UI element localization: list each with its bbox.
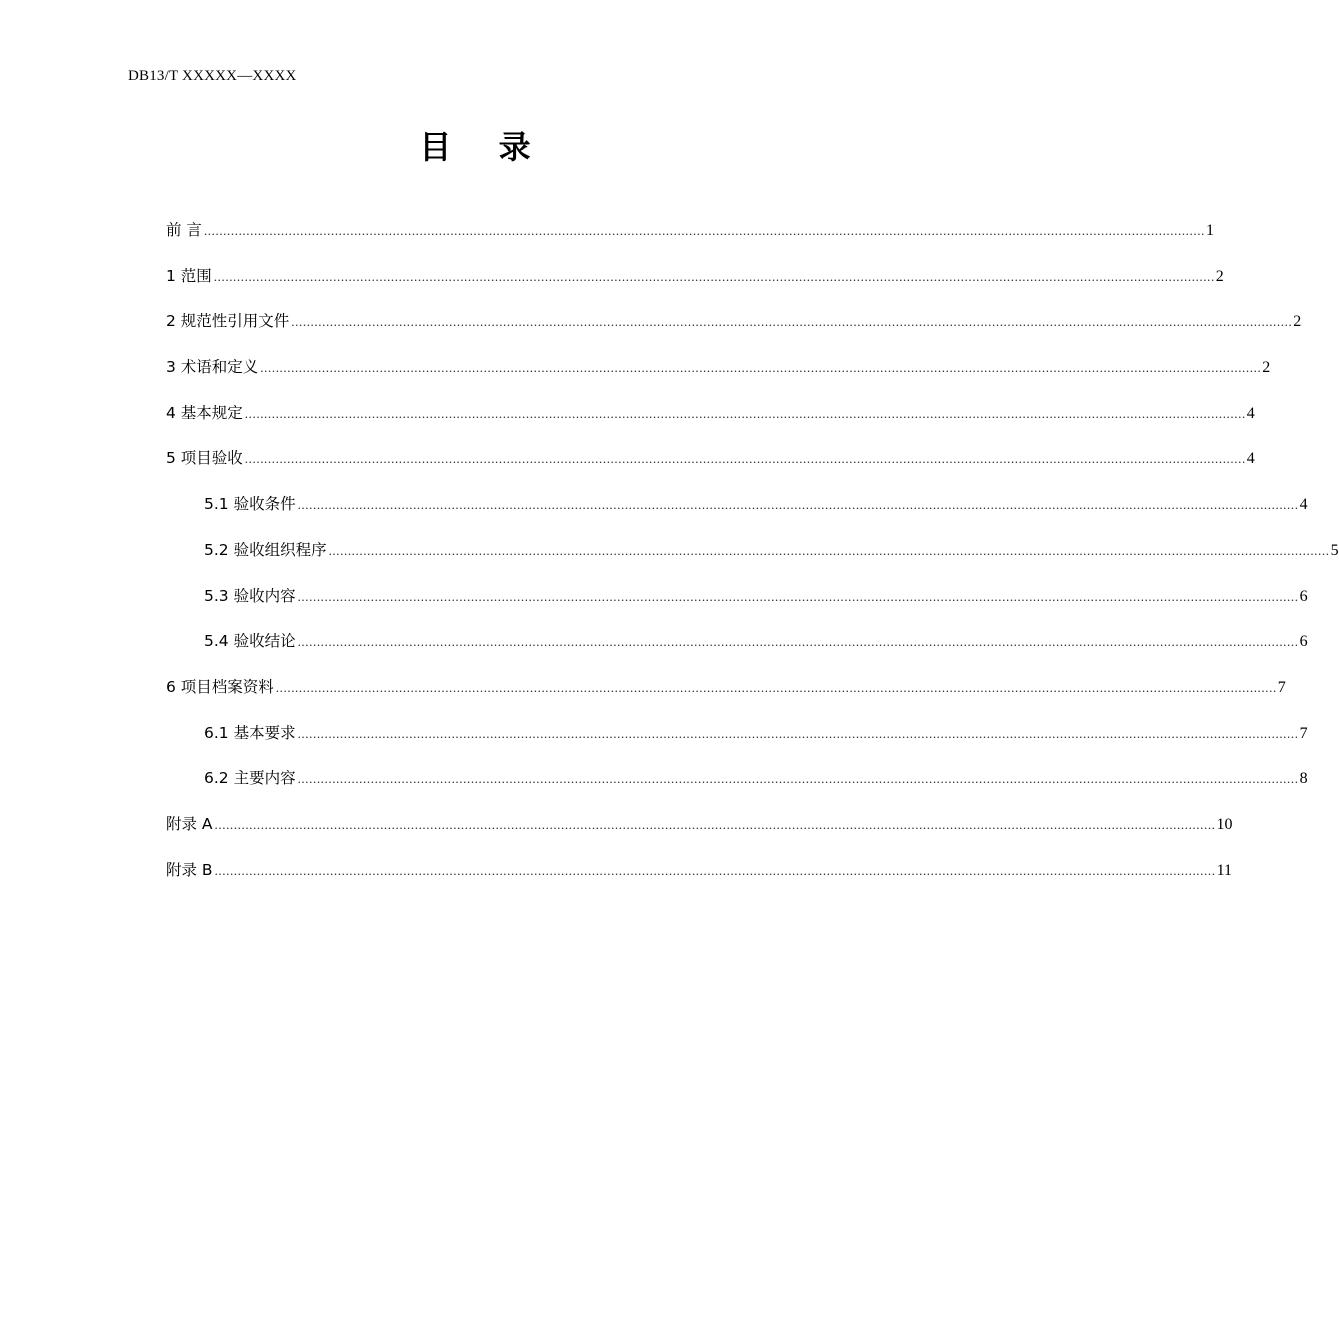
toc-entry-page: 6 xyxy=(1299,633,1308,651)
toc-leader-dots: .................................................................................................................................................................................................................................................................... xyxy=(297,771,1299,787)
toc-entry-acceptance-content[interactable] xyxy=(166,581,1308,627)
toc-title: 目 录 xyxy=(419,128,549,166)
toc-entry-page: 5 xyxy=(1330,541,1339,559)
toc-entry-page: 4 xyxy=(1246,404,1255,422)
toc-entry-page: 7 xyxy=(1299,724,1308,742)
toc-leader-dots: .................................................................................................................................................................................................................................................................... xyxy=(297,588,1299,604)
toc-leader-dots: .................................................................................................................................................................................................................................................................... xyxy=(328,542,1330,558)
toc-leader-dots: .................................................................................................................................................................................................................................................................... xyxy=(214,862,1216,878)
toc-entry-project-archives[interactable] xyxy=(166,672,1286,718)
toc-entry-appendix-b[interactable] xyxy=(166,855,1232,901)
toc-entry-label: 6.2 主要内容 xyxy=(204,769,296,788)
toc-entry-label: 前 言 xyxy=(166,221,202,239)
toc-entry-label: 5.4 验收结论 xyxy=(204,632,296,651)
toc-entry-label: 2 规范性引用文件 xyxy=(166,312,290,331)
toc-entry-appendix-a[interactable] xyxy=(166,809,1233,855)
toc-leader-dots: .................................................................................................................................................................................................................................................................... xyxy=(291,314,1293,330)
toc-entry-page: 2 xyxy=(1262,359,1271,377)
toc-entry-label: 6 项目档案资料 xyxy=(166,677,274,696)
toc-leader-dots: .................................................................................................................................................................................................................................................................... xyxy=(297,725,1299,741)
toc-leader-dots: .................................................................................................................................................................................................................................................................... xyxy=(297,634,1299,650)
toc-entry-page: 10 xyxy=(1216,815,1233,833)
toc-entry-normative-references[interactable] xyxy=(166,306,1302,352)
toc-entry-label: 6.1 基本要求 xyxy=(204,723,296,742)
toc-entry-preface[interactable] xyxy=(166,215,1214,261)
toc-entry-acceptance-procedure[interactable] xyxy=(166,535,1339,581)
toc-entry-page: 2 xyxy=(1293,313,1302,331)
toc-entry-acceptance-conclusion[interactable] xyxy=(166,626,1308,672)
toc-leader-dots: .................................................................................................................................................................................................................................................................... xyxy=(244,405,1246,421)
toc-leader-dots: .................................................................................................................................................................................................................................................................... xyxy=(214,816,1216,832)
toc-entry-label: 3 术语和定义 xyxy=(166,358,259,377)
toc-leader-dots: .................................................................................................................................................................................................................................................................... xyxy=(275,679,1277,695)
toc-entry-label: 4 基本规定 xyxy=(166,403,243,422)
toc-entry-page: 6 xyxy=(1299,587,1308,605)
toc-entry-label: 附录 B xyxy=(166,860,213,879)
toc-entry-label: 5.2 验收组织程序 xyxy=(204,540,327,559)
toc-leader-dots: .................................................................................................................................................................................................................................................................... xyxy=(203,223,1205,238)
toc-entry-page: 7 xyxy=(1277,678,1286,696)
toc-entry-terms-definitions[interactable] xyxy=(166,352,1271,398)
toc-entry-basic-provisions[interactable] xyxy=(166,398,1255,444)
toc-list xyxy=(166,215,1339,900)
toc-entry-label: 5 项目验收 xyxy=(166,449,243,468)
document-code: DB13/T XXXXX—XXXX xyxy=(128,68,297,84)
toc-entry-main-content[interactable] xyxy=(166,763,1308,809)
toc-entry-label: 1 范围 xyxy=(166,266,212,285)
toc-entry-label: 5.3 验收内容 xyxy=(204,586,296,605)
toc-entry-page: 1 xyxy=(1205,222,1214,239)
toc-entry-project-acceptance[interactable] xyxy=(166,443,1255,489)
toc-entry-scope[interactable] xyxy=(166,261,1224,307)
toc-leader-dots: .................................................................................................................................................................................................................................................................... xyxy=(213,268,1215,284)
toc-entry-page: 4 xyxy=(1299,496,1308,514)
toc-entry-page: 2 xyxy=(1215,267,1224,285)
toc-entry-page: 11 xyxy=(1216,861,1232,879)
toc-entry-label: 5.1 验收条件 xyxy=(204,495,296,514)
toc-entry-basic-requirements[interactable] xyxy=(166,718,1308,764)
toc-entry-page: 4 xyxy=(1246,450,1255,468)
toc-entry-acceptance-conditions[interactable] xyxy=(166,489,1308,535)
toc-leader-dots: .................................................................................................................................................................................................................................................................... xyxy=(260,360,1262,376)
toc-entry-page: 8 xyxy=(1299,770,1308,788)
toc-leader-dots: .................................................................................................................................................................................................................................................................... xyxy=(244,451,1246,467)
toc-entry-label: 附录 A xyxy=(166,814,213,833)
toc-leader-dots: .................................................................................................................................................................................................................................................................... xyxy=(297,497,1299,513)
